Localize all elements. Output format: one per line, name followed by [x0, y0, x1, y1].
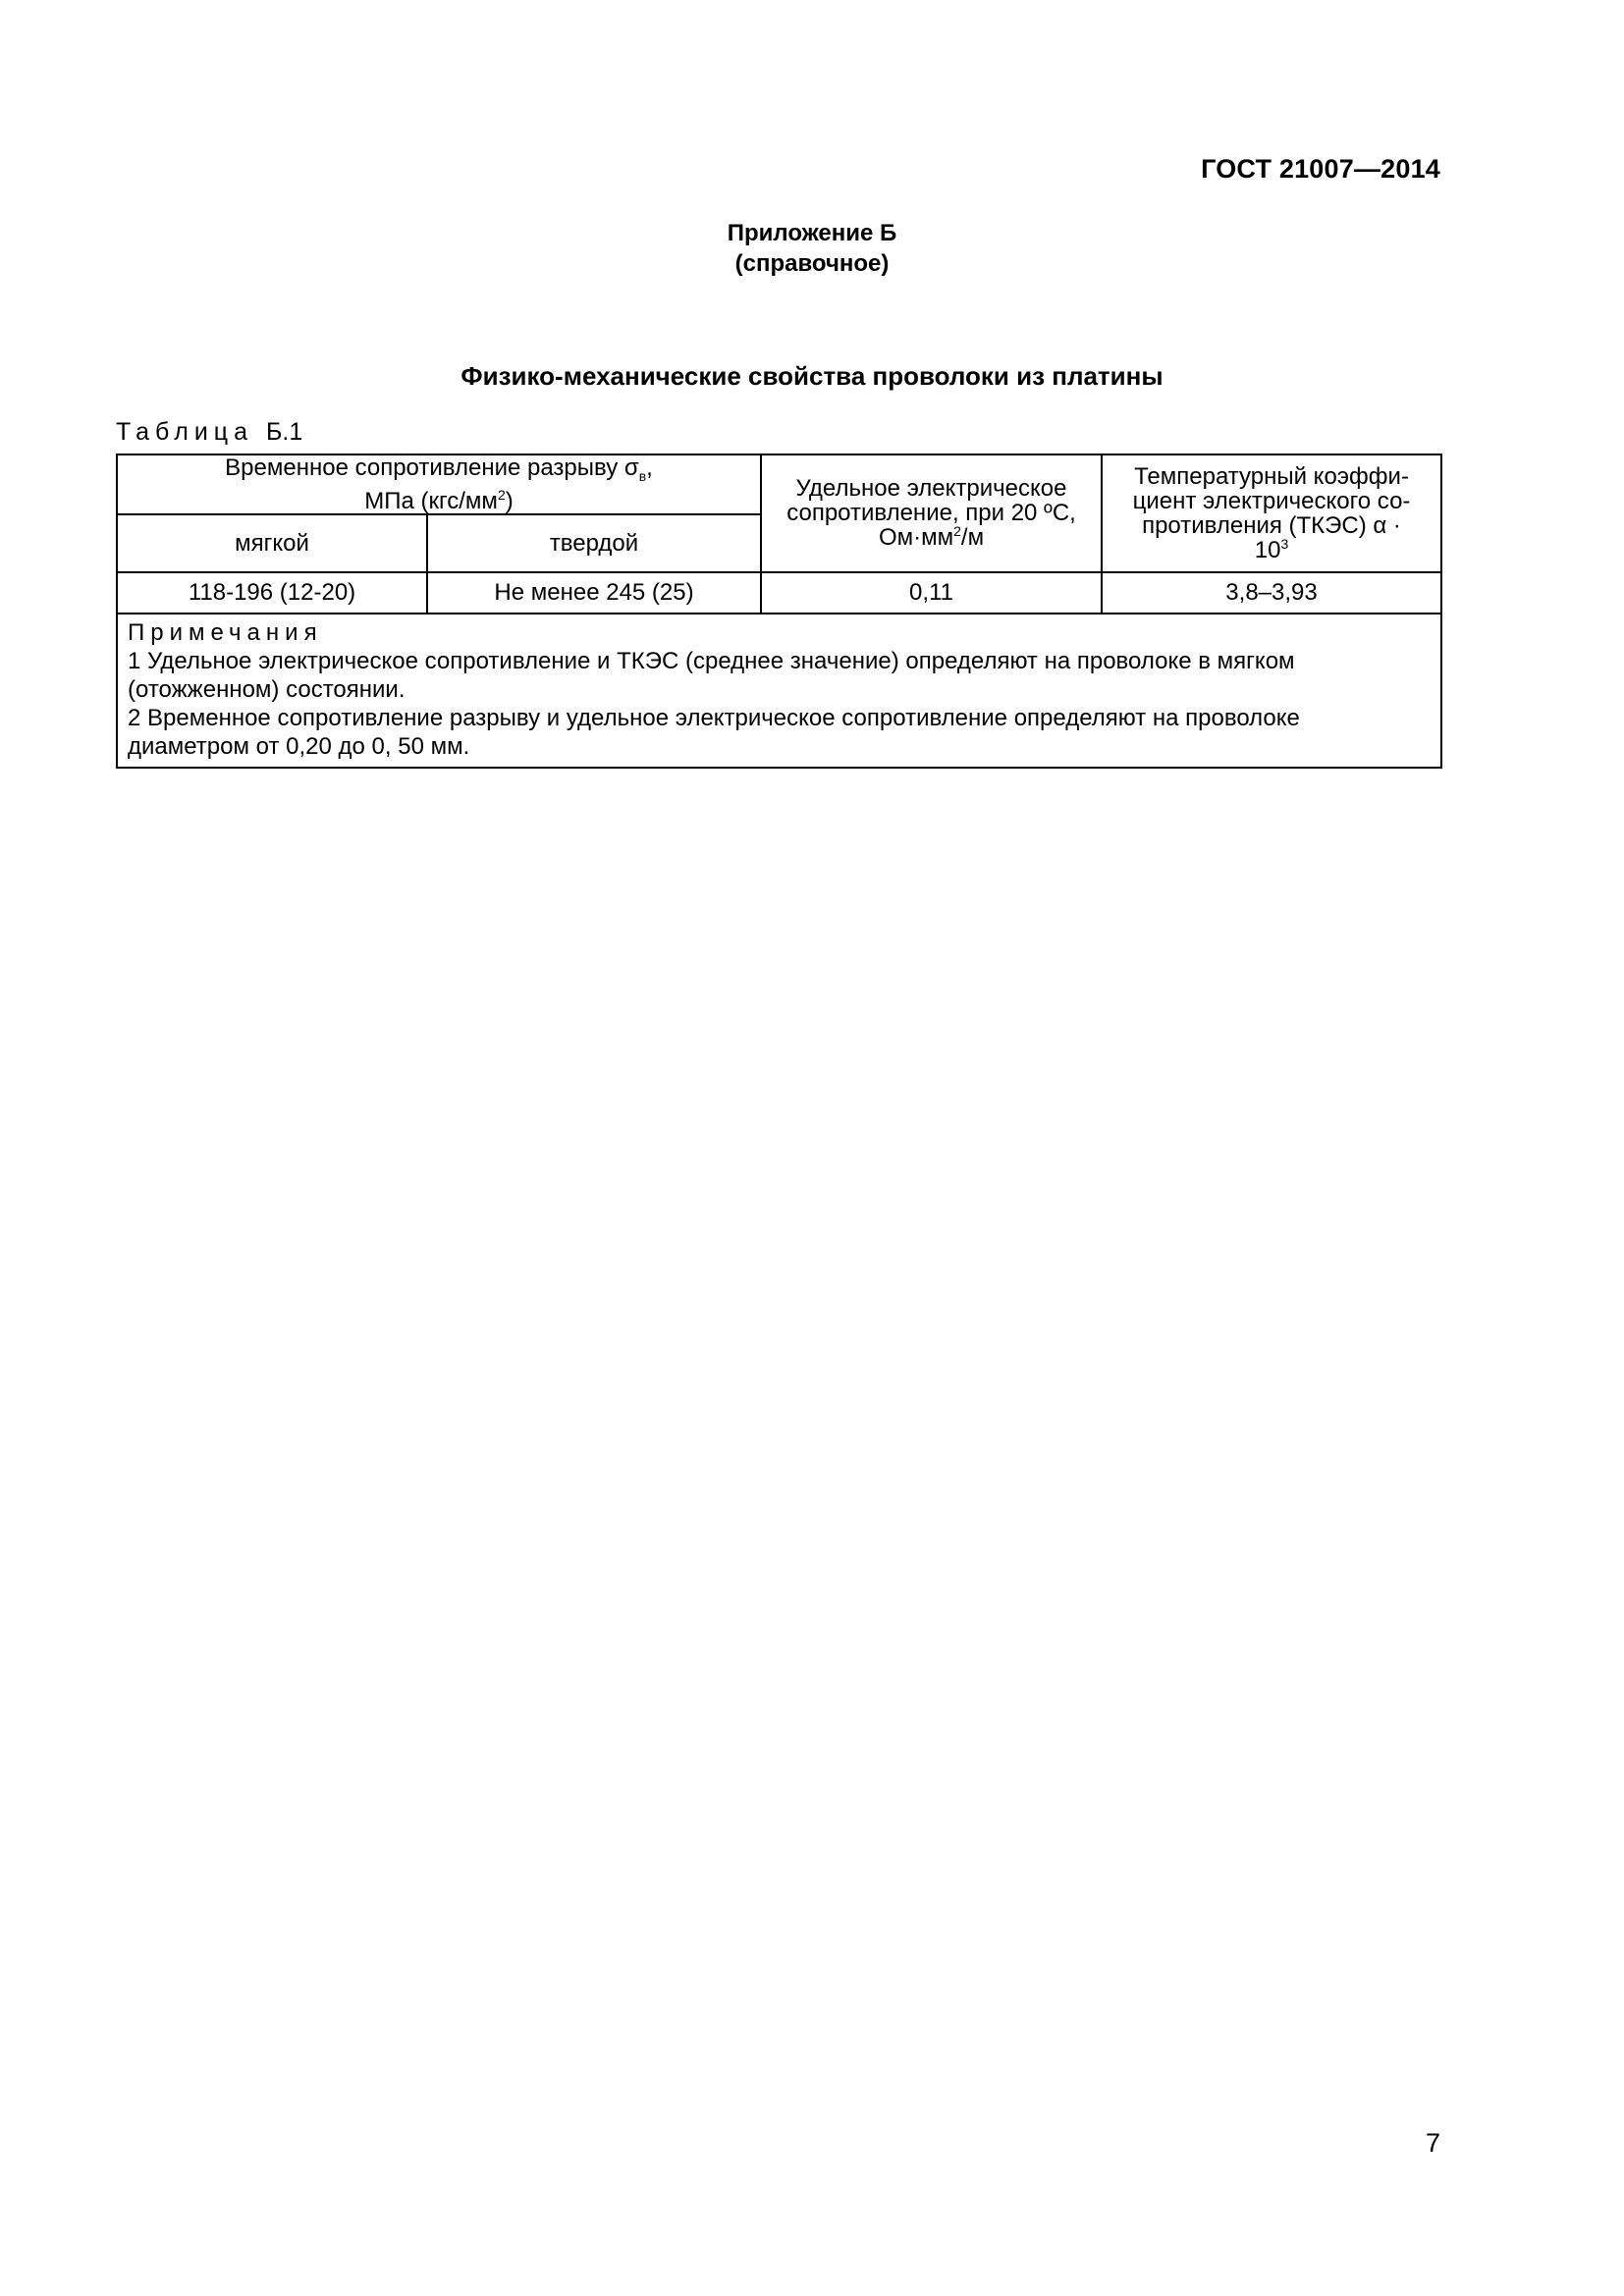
appendix-status: (справочное) — [734, 250, 890, 277]
note-line: (отожженном) состоянии. — [128, 675, 406, 703]
table-header-row — [117, 454, 1441, 514]
table-notes-row — [117, 614, 1441, 768]
header-hard: твердой — [427, 514, 761, 572]
appendix-heading — [0, 218, 1624, 279]
header-tcr: Температурный коэффи- циент электрического со- противления (ТКЭС) α · $10^3$ — [1102, 454, 1441, 572]
cell-soft: 118-196 (12-20) — [117, 572, 427, 614]
page-number: 7 — [1425, 2128, 1440, 2158]
table-row — [117, 572, 1441, 614]
header-tensile-strength: Временное сопротивление разрыву $\sigma_в$, МПа $(кгс/мм^2)$ — [117, 454, 761, 514]
section-title: Физико-механические свойства проволоки из платины — [460, 361, 1164, 391]
cell-resistivity: 0,11 — [761, 572, 1102, 614]
table-notes — [117, 614, 1441, 768]
note-line: диаметром от 0,20 до 0, 50 мм. — [128, 732, 470, 760]
cell-tcr: 3,8–3,93 — [1102, 572, 1441, 614]
table-caption — [116, 418, 302, 447]
document-code: ГОСТ 21007—2014 — [1201, 154, 1440, 184]
note-line: 2 Временное сопротивление разрыву и удельное электрическое сопротивление определяют на проволоке — [128, 704, 1300, 731]
header-soft: мягкой — [117, 514, 427, 572]
note-line: 1 Удельное электрическое сопротивление и ТКЭС (среднее значение) определяют на проволоке в мягком — [128, 647, 1295, 674]
table-caption-label: Таблица — [116, 418, 254, 446]
properties-table — [116, 454, 1442, 769]
header-resistivity: Удельное электрическое сопротивление, при 20 ºС, $Ом\cdot мм^2/м$ — [761, 454, 1102, 572]
table-caption-number: Б.1 — [265, 418, 303, 446]
notes-title: Примечания — [128, 618, 323, 646]
appendix-title: Приложение Б — [727, 220, 897, 246]
cell-hard: Не менее 245 (25) — [427, 572, 761, 614]
